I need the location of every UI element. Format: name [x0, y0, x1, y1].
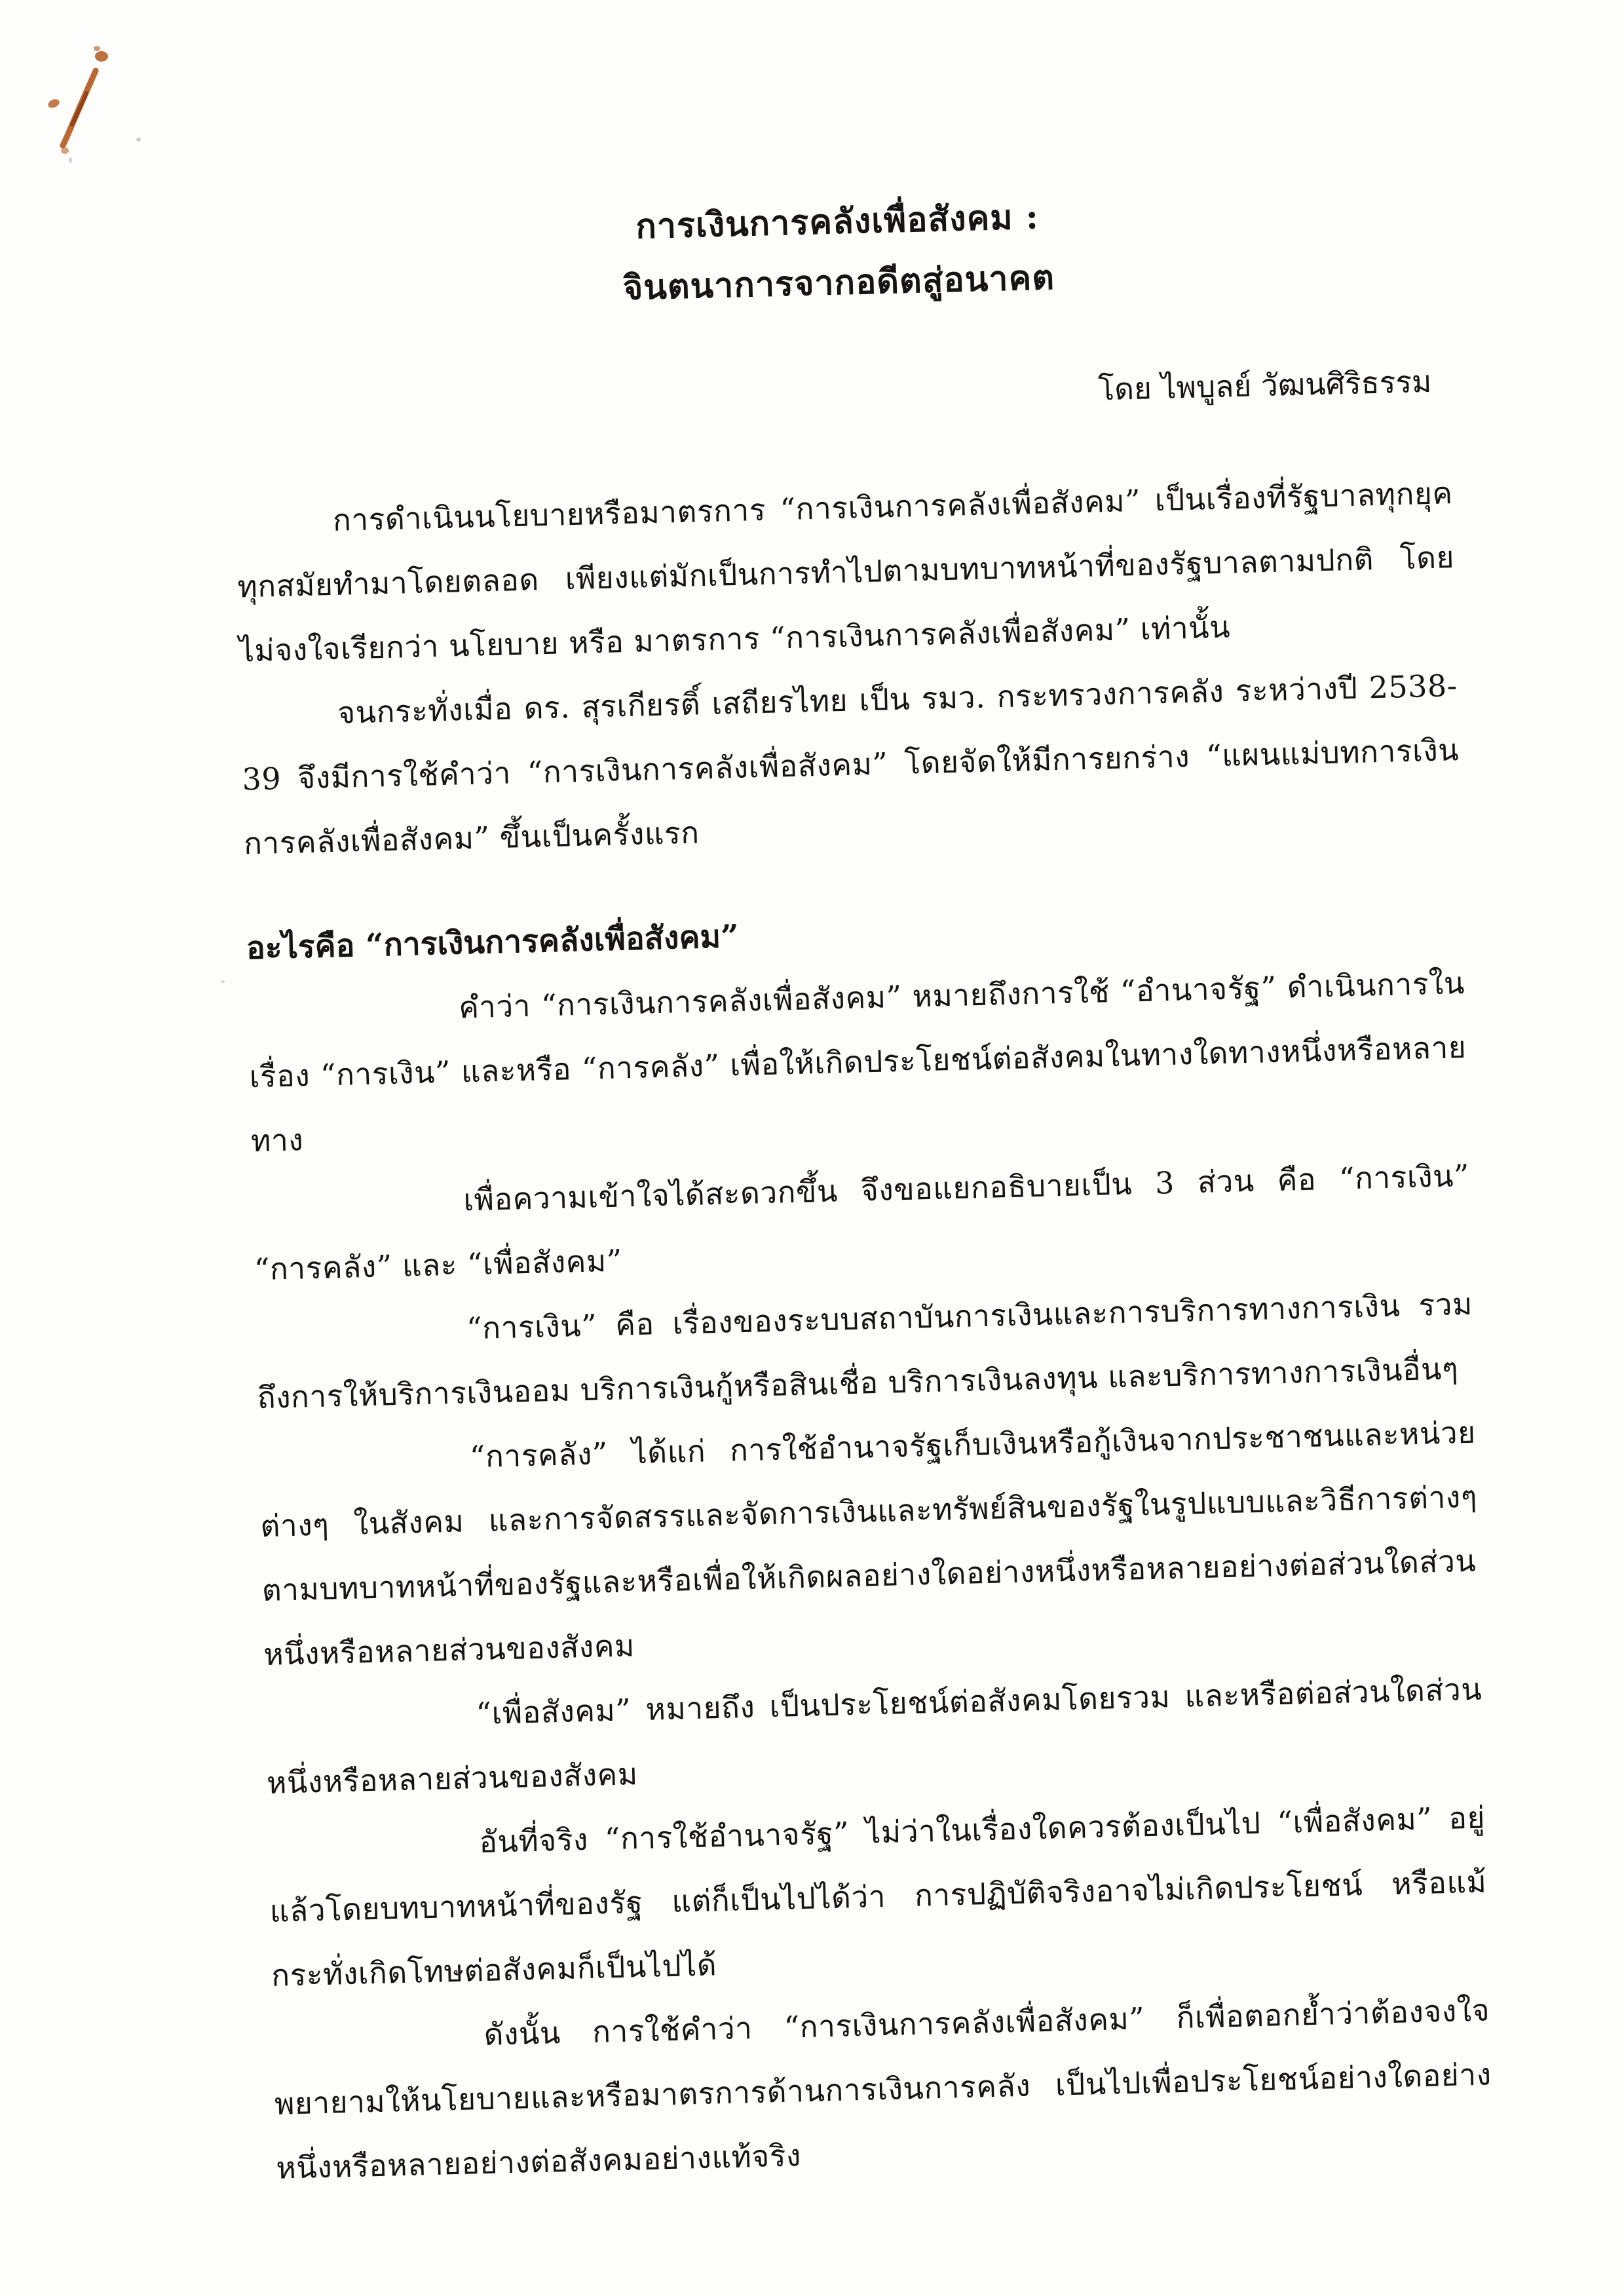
- body-paragraph: อันที่จริง “การใช้อำนาจรัฐ” ไม่ว่าในเรื่องใดควรต้องเป็นไป “เพื่อสังคม” อยู่แล้วโดยบทบาทหน้าที่ของรัฐ แต่ก็เป็นไปได้ว่า การปฏิบัติจริงอาจไม่เกิดประโยชน์ หรือแม้กระทั่งเกิดโทษต่อสังคมก็เป็นไปได้: [269, 1799, 1487, 1993]
- body-paragraph: “เพื่อสังคม” หมายถึง เป็นประโยชน์ต่อสังคมโดยรวม และหรือต่อส่วนใดส่วนหนึ่งหรือหลายส่วนของสังคม: [266, 1671, 1482, 1801]
- scan-speck: [221, 980, 225, 984]
- handwritten-pen-mark: [34, 20, 126, 170]
- body-paragraph: เพื่อความเข้าใจได้สะดวกขึ้น จึงขอแยกอธิบายเป็น 3 ส่วน คือ “การเงิน” “การคลัง” และ “เพื่อสังคม”: [254, 1157, 1470, 1288]
- scan-speck: [69, 157, 72, 163]
- title-line-2: จินตนาการจากอดีตสู่อนาคต: [622, 257, 1055, 309]
- body-paragraph: คำว่า “การเงินการคลังเพื่อสังคม” หมายถึงการใช้ “อำนาจรัฐ” ดำเนินการในเรื่อง “การเงิน” และหรือ “การคลัง” เพื่อให้เกิดประโยชน์ต่อสังคมในทางใดทางหนึ่งหรือหลายทาง: [249, 965, 1467, 1159]
- title-line-1: การเงินการคลังเพื่อสังคม :: [635, 197, 1040, 247]
- body-paragraph: ดังนั้น การใช้คำว่า “การเงินการคลังเพื่อสังคม” ก็เพื่อตอกย้ำว่าต้องจงใจพยายามให้นโยบายและหรือมาตรการด้านการเงินการคลัง เป็นไปเพื่อประโยชน์อย่างใดอย่างหนึ่งหรือหลายอย่างต่อสังคมอย่างแท้จริง: [274, 1992, 1492, 2186]
- body-paragraph: “การเงิน” คือ เรื่องของระบบสถาบันการเงินและการบริการทางการเงิน รวมถึงการให้บริการเงินออม บริการเงินกู้หรือสินเชื่อ บริการเงินลงทุน และบริการทางการเงินอื่นๆ: [257, 1286, 1473, 1416]
- scan-speck: [136, 138, 141, 142]
- body-paragraph: “การคลัง” ได้แก่ การใช้อำนาจรัฐเก็บเงินหรือกู้เงินจากประชาชนและหน่วยต่างๆ ในสังคม และการจัดสรรและจัดการเงินและทรัพย์สินของรัฐในรูปแบบและวิธีการต่างๆ ตามบทบาทหน้าที่ของรัฐและหรือเพื่อให้เกิดผลอย่างใดอย่างหนึ่งหรือหลายอย่างต่อส่วนใดส่วนหนึ่งหรือหลายส่วนของสังคม: [259, 1414, 1478, 1673]
- intro-paragraph: การดำเนินนโยบายหรือมาตรการ “การเงินการคลังเพื่อสังคม” เป็นเรื่องที่รัฐบาลทุกยุคทุกสมัยทำมาโดยตลอด เพียงแต่มักเป็นการทำไปตามบทบาทหน้าที่ของรัฐบาลตามปกติ โดยไม่จงใจเรียกว่า นโยบาย หรือ มาตรการ “การเงินการคลังเพื่อสังคม” เท่านั้น: [236, 475, 1455, 669]
- intro-paragraph: จนกระทั่งเมื่อ ดร. สุรเกียรติ์ เสถียรไทย เป็น รมว. กระทรวงการคลัง ระหว่างปี 2538-39 จึงมีการใช้คำว่า “การเงินการคลังเพื่อสังคม” โดยจัดให้มีการยกร่าง “แผนแม่บทการเงินการคลังเพื่อสังคม” ขึ้นเป็นครั้งแรก: [241, 668, 1460, 862]
- author-byline: โดย ไพบูลย์ วัฒนศิริธรรม: [1097, 363, 1433, 408]
- section-heading: อะไรคือ “การเงินการคลังเพื่อสังคม”: [246, 917, 740, 967]
- document-content: [228, 176, 1494, 2200]
